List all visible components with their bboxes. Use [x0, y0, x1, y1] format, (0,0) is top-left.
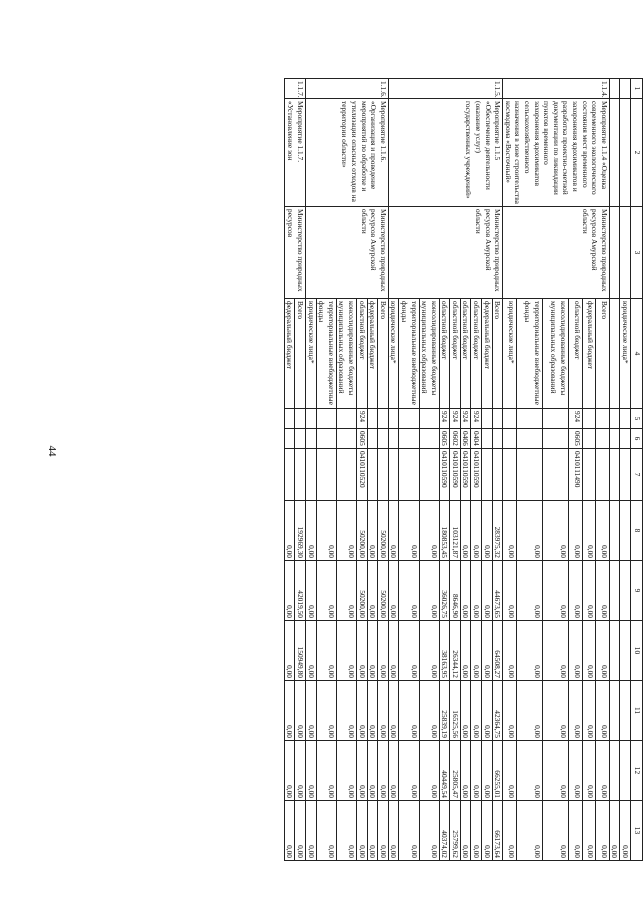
column-number: 13: [631, 801, 643, 861]
cell-rz: 0602: [450, 429, 461, 449]
cell-grbs: [582, 409, 596, 429]
cell-value: 0,00: [503, 501, 517, 561]
cell-value: 0,00: [460, 801, 471, 861]
cell-value: 8646,90: [450, 561, 461, 621]
cell-name: [609, 99, 620, 207]
cell-value: 0,00: [516, 621, 542, 681]
cell-value: 0,00: [596, 621, 610, 681]
cell-value: 42364,75: [492, 681, 503, 741]
cell-name: Мероприятие 1.1.7. «Установление зон: [284, 99, 305, 207]
cell-source: областной бюджет: [450, 299, 461, 409]
cell-source: Всего: [295, 299, 306, 409]
cell-grbs: [482, 409, 493, 429]
cell-value: 0,00: [542, 561, 568, 621]
cell-value: 0,00: [399, 561, 419, 621]
cell-value: 180853,45: [439, 501, 450, 561]
cell-value: 0,00: [306, 681, 317, 741]
cell-rz: [419, 429, 439, 449]
cell-value: [620, 501, 631, 561]
cell-grbs: [516, 409, 542, 429]
cell-value: 0,00: [388, 501, 399, 561]
cell-grbs: [503, 409, 517, 429]
column-number: 9: [631, 561, 643, 621]
cell-value: 0,00: [356, 621, 367, 681]
cell-value: 0,00: [503, 681, 517, 741]
cell-value: 0,00: [419, 741, 439, 801]
cell-source: юридические лица*: [388, 299, 399, 409]
cell-value: 0,00: [568, 741, 582, 801]
cell-value: 0,00: [482, 621, 493, 681]
cell-rz: [378, 429, 389, 449]
cell-value: 0,00: [284, 561, 295, 621]
cell-grbs: 924: [471, 409, 482, 429]
cell-name: [620, 99, 631, 207]
cell-value: [620, 561, 631, 621]
cell-csr: [367, 449, 378, 501]
cell-value: 0,00: [582, 561, 596, 621]
cell-grbs: [596, 409, 610, 429]
cell-value: 0,00: [460, 501, 471, 561]
cell-grbs: 924: [460, 409, 471, 429]
cell-value: 50200,00: [378, 561, 389, 621]
budget-table: [284, 78, 643, 861]
cell-value: 0,00: [367, 681, 378, 741]
cell-grbs: [492, 409, 503, 429]
cell-value: 0,00: [516, 501, 542, 561]
column-number: 3: [631, 207, 643, 299]
column-number: 12: [631, 741, 643, 801]
cell-value: 0,00: [471, 621, 482, 681]
cell-value: 0,00: [316, 561, 336, 621]
cell-id: 1.1.6.: [306, 79, 389, 99]
cell-executor: [609, 207, 620, 299]
cell-csr: [284, 449, 295, 501]
cell-value: 192969,30: [295, 501, 306, 561]
cell-value: 0,00: [295, 681, 306, 741]
cell-value: 0,00: [596, 561, 610, 621]
cell-value: 64508,27: [492, 621, 503, 681]
cell-value: 0,00: [516, 801, 542, 861]
cell-value: 0,00: [596, 801, 610, 861]
cell-value: 36026,75: [439, 561, 450, 621]
cell-csr: [399, 449, 419, 501]
cell-executor: Министерство природных ресурсов Амурской области: [388, 207, 503, 299]
cell-value: [609, 681, 620, 741]
cell-rz: 0404: [471, 429, 482, 449]
cell-value: 0,00: [609, 801, 620, 861]
column-number: 11: [631, 681, 643, 741]
cell-value: 0,00: [542, 801, 568, 861]
cell-name: Мероприятие 1.1.6. «Организация и проведение мероприятий по обработке и утилизации опасных отходов на территории области»: [306, 99, 389, 207]
cell-source: консолидированные бюджеты муниципальных образований: [336, 299, 356, 409]
cell-value: 50200,00: [378, 501, 389, 561]
cell-grbs: [336, 409, 356, 429]
cell-value: 0,00: [482, 681, 493, 741]
cell-csr: [492, 449, 503, 501]
cell-rz: [492, 429, 503, 449]
cell-csr: [609, 449, 620, 501]
cell-source: юридические лица*: [306, 299, 317, 409]
cell-id: 1.1.4.: [503, 79, 610, 99]
cell-value: 0,00: [388, 561, 399, 621]
cell-value: 0,00: [568, 801, 582, 861]
cell-rz: 0406: [460, 429, 471, 449]
cell-source: областной бюджет: [356, 299, 367, 409]
rotated-table-container: [113, 78, 643, 860]
cell-rz: [336, 429, 356, 449]
cell-value: 0,00: [367, 501, 378, 561]
cell-rz: [503, 429, 517, 449]
cell-value: 0,00: [460, 621, 471, 681]
cell-value: 0,00: [306, 801, 317, 861]
cell-value: 66255,01: [492, 741, 503, 801]
cell-value: 0,00: [419, 561, 439, 621]
cell-rz: [306, 429, 317, 449]
cell-value: [609, 561, 620, 621]
cell-value: 0,00: [503, 561, 517, 621]
cell-value: [609, 501, 620, 561]
cell-rz: 0605: [568, 429, 582, 449]
cell-value: 0,00: [582, 501, 596, 561]
cell-csr: [582, 449, 596, 501]
cell-value: 0,00: [295, 741, 306, 801]
cell-value: 0,00: [388, 741, 399, 801]
cell-value: 0,00: [419, 621, 439, 681]
cell-csr: [388, 449, 399, 501]
cell-grbs: [378, 409, 389, 429]
cell-source: Всего: [378, 299, 389, 409]
cell-value: 0,00: [336, 621, 356, 681]
cell-value: 0,00: [399, 741, 419, 801]
cell-grbs: [609, 409, 620, 429]
cell-value: 0,00: [378, 621, 389, 681]
cell-value: 0,00: [482, 741, 493, 801]
cell-value: 0,00: [542, 681, 568, 741]
cell-value: [620, 681, 631, 741]
cell-value: 0,00: [388, 681, 399, 741]
cell-executor: Министерство природных ресурсов Амурской области: [306, 207, 389, 299]
cell-value: 0,00: [471, 741, 482, 801]
cell-value: 0,00: [378, 741, 389, 801]
cell-rz: [542, 429, 568, 449]
cell-value: 0,00: [336, 501, 356, 561]
cell-value: [620, 621, 631, 681]
cell-csr: [336, 449, 356, 501]
cell-source: федеральный бюджет: [582, 299, 596, 409]
cell-value: 0,00: [503, 801, 517, 861]
cell-value: 0,00: [367, 561, 378, 621]
cell-value: 0,00: [284, 741, 295, 801]
cell-value: 16525,56: [450, 681, 461, 741]
cell-grbs: 924: [439, 409, 450, 429]
cell-grbs: 924: [450, 409, 461, 429]
cell-rz: 0605: [356, 429, 367, 449]
cell-name: Мероприятие 1.1.5 «Обеспечение деятельности (оказание услуг) государственных учреждений»: [388, 99, 503, 207]
cell-value: 40449,54: [439, 741, 450, 801]
cell-grbs: [295, 409, 306, 429]
cell-value: 0,00: [399, 621, 419, 681]
cell-value: 0,00: [399, 681, 419, 741]
cell-rz: [482, 429, 493, 449]
cell-csr: 0410110590: [450, 449, 461, 501]
table-row: [492, 79, 503, 861]
cell-value: 0,00: [306, 561, 317, 621]
cell-value: 0,00: [356, 801, 367, 861]
cell-source: [609, 299, 620, 409]
cell-value: 0,00: [316, 621, 336, 681]
cell-csr: [306, 449, 317, 501]
cell-grbs: [316, 409, 336, 429]
cell-value: 0,00: [336, 741, 356, 801]
cell-source: Всего: [492, 299, 503, 409]
cell-value: 0,00: [568, 501, 582, 561]
cell-source: консолидированные бюджеты муниципальных образований: [419, 299, 439, 409]
cell-value: 0,00: [284, 501, 295, 561]
cell-grbs: [399, 409, 419, 429]
cell-csr: [503, 449, 517, 501]
cell-value: 0,00: [516, 681, 542, 741]
cell-value: 0,00: [356, 741, 367, 801]
cell-rz: [284, 429, 295, 449]
cell-source: юридические лица*: [503, 299, 517, 409]
cell-rz: [367, 429, 378, 449]
cell-grbs: [306, 409, 317, 429]
cell-value: 0,00: [482, 801, 493, 861]
cell-value: 0,00: [503, 741, 517, 801]
cell-csr: 0410110590: [439, 449, 450, 501]
cell-value: 0,00: [378, 801, 389, 861]
cell-rz: [582, 429, 596, 449]
cell-csr: 0410110590: [460, 449, 471, 501]
cell-source: областной бюджет: [460, 299, 471, 409]
cell-value: 0,00: [460, 741, 471, 801]
cell-csr: [516, 449, 542, 501]
cell-source: территориальные внебюджетные фонды: [516, 299, 542, 409]
column-number: 6: [631, 429, 643, 449]
cell-value: 0,00: [596, 681, 610, 741]
cell-executor: Министерство природных ресурсов: [284, 207, 305, 299]
table-row: [378, 79, 389, 861]
header-row: [631, 79, 643, 861]
column-number: 7: [631, 449, 643, 501]
column-number: 10: [631, 621, 643, 681]
cell-value: 50200,00: [356, 501, 367, 561]
cell-value: [620, 741, 631, 801]
cell-source: федеральный бюджет: [482, 299, 493, 409]
column-number: 5: [631, 409, 643, 429]
cell-value: 0,00: [620, 801, 631, 861]
cell-value: 0,00: [482, 561, 493, 621]
cell-value: 0,00: [306, 741, 317, 801]
cell-value: 0,00: [471, 681, 482, 741]
cell-value: 0,00: [596, 501, 610, 561]
cell-value: 0,00: [399, 501, 419, 561]
column-number: 2: [631, 99, 643, 207]
cell-value: 0,00: [388, 621, 399, 681]
cell-name: Мероприятие 1.1.4 «Оценка современного экологического состояния мест временного захоронения ядохимикатов и разработка проектно-сметной документации по ликвидации пунктов временного захоронения ядохимикатов сельскохозяйственного назначения в зоне строительства космодрома «Восточный»: [503, 99, 610, 207]
cell-value: 38163,95: [439, 621, 450, 681]
cell-value: 0,00: [399, 801, 419, 861]
cell-rz: [596, 429, 610, 449]
cell-grbs: [367, 409, 378, 429]
table-row: [596, 79, 610, 861]
cell-grbs: [284, 409, 295, 429]
cell-value: 0,00: [516, 741, 542, 801]
cell-value: 0,00: [378, 681, 389, 741]
cell-value: 0,00: [284, 621, 295, 681]
cell-value: 0,00: [503, 621, 517, 681]
cell-value: 0,00: [582, 621, 596, 681]
cell-value: 25805,47: [450, 741, 461, 801]
cell-executor: [620, 207, 631, 299]
cell-value: 0,00: [460, 681, 471, 741]
cell-value: 0,00: [471, 801, 482, 861]
cell-id: [620, 79, 631, 99]
cell-source: юридические лица*: [620, 299, 631, 409]
table-row: [295, 79, 306, 861]
cell-grbs: [542, 409, 568, 429]
cell-grbs: [419, 409, 439, 429]
cell-value: 50200,00: [356, 561, 367, 621]
cell-source: Всего: [596, 299, 610, 409]
cell-value: 0,00: [316, 801, 336, 861]
cell-csr: [542, 449, 568, 501]
cell-csr: [316, 449, 336, 501]
cell-value: 283975,32: [492, 501, 503, 561]
cell-value: 0,00: [316, 681, 336, 741]
cell-rz: [609, 429, 620, 449]
cell-value: 25799,62: [450, 801, 461, 861]
cell-csr: 0410111490: [568, 449, 582, 501]
cell-value: 0,00: [582, 741, 596, 801]
cell-value: 0,00: [471, 501, 482, 561]
cell-value: 0,00: [460, 561, 471, 621]
cell-source: областной бюджет: [471, 299, 482, 409]
cell-source: областной бюджет: [439, 299, 450, 409]
cell-executor: Министерство природных ресурсов Амурской области: [503, 207, 610, 299]
cell-value: 0,00: [388, 801, 399, 861]
cell-rz: 0605: [439, 429, 450, 449]
cell-source: территориальные внебюджетные фонды: [316, 299, 336, 409]
cell-value: 42019,50: [295, 561, 306, 621]
cell-source: консолидированные бюджеты муниципальных образований: [542, 299, 568, 409]
cell-grbs: 924: [356, 409, 367, 429]
cell-value: 0,00: [542, 621, 568, 681]
cell-value: 103121,87: [450, 501, 461, 561]
cell-value: 26344,12: [450, 621, 461, 681]
cell-value: 0,00: [482, 501, 493, 561]
cell-source: областной бюджет: [568, 299, 582, 409]
cell-value: 0,00: [336, 561, 356, 621]
table-body: [284, 79, 642, 861]
cell-value: 0,00: [367, 741, 378, 801]
cell-value: 66173,64: [492, 801, 503, 861]
cell-value: 0,00: [284, 801, 295, 861]
cell-id: 1.1.5.: [388, 79, 503, 99]
cell-csr: [378, 449, 389, 501]
page-number: 44: [46, 445, 58, 457]
cell-id: [609, 79, 620, 99]
cell-csr: [482, 449, 493, 501]
cell-value: 0,00: [568, 621, 582, 681]
cell-value: 0,00: [336, 681, 356, 741]
cell-value: 0,00: [306, 621, 317, 681]
cell-rz: [295, 429, 306, 449]
cell-value: 0,00: [582, 681, 596, 741]
cell-value: [609, 621, 620, 681]
cell-value: 25839,19: [439, 681, 450, 741]
cell-grbs: 924: [568, 409, 582, 429]
cell-grbs: [388, 409, 399, 429]
cell-rz: [388, 429, 399, 449]
cell-source: федеральный бюджет: [367, 299, 378, 409]
cell-csr: 0410110590: [471, 449, 482, 501]
cell-value: 0,00: [419, 501, 439, 561]
cell-value: 0,00: [542, 741, 568, 801]
cell-value: 0,00: [336, 801, 356, 861]
cell-rz: [516, 429, 542, 449]
cell-value: 40374,02: [439, 801, 450, 861]
cell-value: 0,00: [295, 801, 306, 861]
cell-value: 150949,80: [295, 621, 306, 681]
cell-value: 44673,65: [492, 561, 503, 621]
cell-value: [609, 741, 620, 801]
cell-value: 0,00: [316, 501, 336, 561]
cell-id: 1.1.7.: [284, 79, 305, 99]
cell-value: 0,00: [316, 741, 336, 801]
cell-value: 0,00: [356, 681, 367, 741]
column-number: 4: [631, 299, 643, 409]
cell-value: 0,00: [568, 561, 582, 621]
cell-value: 0,00: [419, 801, 439, 861]
cell-csr: [596, 449, 610, 501]
cell-rz: [316, 429, 336, 449]
cell-source: федеральный бюджет: [284, 299, 295, 409]
cell-value: 0,00: [568, 681, 582, 741]
cell-value: 0,00: [419, 681, 439, 741]
cell-value: 0,00: [542, 501, 568, 561]
cell-value: 0,00: [306, 501, 317, 561]
cell-value: 0,00: [596, 741, 610, 801]
cell-value: 0,00: [516, 561, 542, 621]
cell-value: 0,00: [284, 681, 295, 741]
cell-value: 0,00: [582, 801, 596, 861]
cell-grbs: [620, 409, 631, 429]
cell-value: 0,00: [367, 621, 378, 681]
cell-value: 0,00: [471, 561, 482, 621]
cell-csr: 0410110520: [356, 449, 367, 501]
cell-source: территориальные внебюджетные фонды: [399, 299, 419, 409]
table-row: [620, 79, 631, 861]
cell-csr: [419, 449, 439, 501]
column-number: 1: [631, 79, 643, 99]
cell-csr: [620, 449, 631, 501]
cell-rz: [620, 429, 631, 449]
cell-value: 0,00: [367, 801, 378, 861]
cell-csr: [295, 449, 306, 501]
column-number: 8: [631, 501, 643, 561]
table-row: [609, 79, 620, 861]
cell-rz: [399, 429, 419, 449]
